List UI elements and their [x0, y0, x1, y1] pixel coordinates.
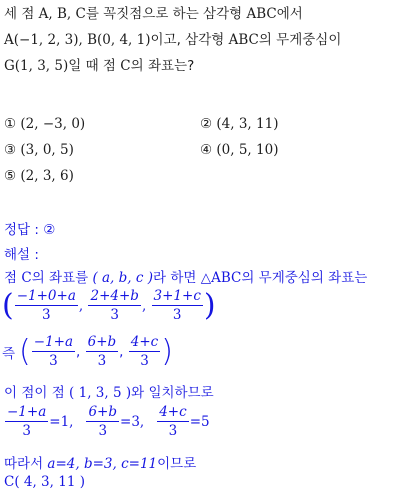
question-text: 를 꼭짓점으로 하는 삼각형	[85, 6, 247, 22]
choice-number: ⑤	[4, 168, 17, 184]
choice-value: (3, 0, 5)	[20, 142, 74, 158]
question-text: 에서	[276, 6, 303, 22]
answer-line	[4, 218, 55, 238]
choice-3[interactable]	[4, 142, 74, 158]
solution-text: 와 일치하므로	[131, 385, 214, 401]
solution-line-1	[4, 266, 367, 286]
solution-text: 의 좌표를	[31, 270, 93, 286]
paren-open: (	[2, 287, 14, 323]
fraction	[157, 404, 188, 439]
solution-line-4	[4, 381, 214, 401]
solution-text: 점	[4, 270, 22, 286]
answer-label: 정답 :	[4, 222, 44, 238]
denominator: 3	[129, 351, 160, 369]
paren-open: (	[19, 333, 31, 369]
choice-value: (2, −3, 0)	[20, 116, 86, 132]
denominator: 3	[152, 305, 203, 323]
numerator: −1+a	[33, 334, 74, 350]
paren-close: )	[161, 333, 173, 369]
denominator: 3	[86, 351, 119, 369]
choice-number: ③	[4, 142, 17, 158]
numerator: −1+a	[7, 404, 47, 420]
numerator: 3+1+c	[153, 288, 201, 304]
numerator: 6+b	[87, 334, 117, 350]
question-math: A, B, C	[38, 6, 86, 22]
denominator: 3	[32, 351, 75, 369]
paren-close: )	[203, 287, 216, 323]
solution-text: 라 하면 △	[152, 270, 212, 286]
equation-rhs: =3,	[120, 413, 145, 430]
solution-text: 즉	[2, 345, 16, 362]
question-line-2	[4, 28, 341, 48]
choice-number: ②	[200, 116, 213, 132]
equations	[4, 404, 210, 439]
numerator: −1+0+a	[16, 288, 76, 304]
question-text: 세 점	[4, 6, 39, 22]
solution-text: 이 점이 점	[4, 385, 70, 401]
numerator: 2+4+b	[90, 288, 139, 304]
denominator: 3	[86, 421, 119, 439]
question-math: G(1, 3, 5)	[4, 58, 69, 74]
fraction	[88, 288, 140, 323]
centroid-formula: ( $\frac{-1+0+a}{3}$ , $\frac{2+4+b}{3}$ , $\frac{3+1+c}{3}$ )	[2, 287, 216, 323]
choice-2[interactable]	[200, 116, 278, 132]
solution-math: ( 1, 3, 5 )	[69, 385, 132, 401]
question-math: A(−1, 2, 3), B(0, 4, 1)	[4, 32, 151, 48]
numerator: 4+c	[130, 334, 159, 350]
simplified-formula: 즉 ( $\frac{-1+a}{3}$ , $\frac{6+b}{3}$ , $\frac{4+c}{3}$ )	[2, 333, 173, 369]
equation-rhs: =1,	[49, 413, 74, 430]
fraction	[15, 288, 78, 323]
denominator: 3	[157, 421, 188, 439]
question-math: C	[120, 58, 131, 74]
solution-line-6	[4, 452, 196, 472]
choice-value: (4, 3, 11)	[216, 116, 279, 132]
solution-text: 이므로	[157, 456, 197, 472]
answer-value: ②	[43, 222, 56, 238]
question-text: 일 때 점	[68, 58, 121, 74]
choice-value: (0, 5, 10)	[216, 142, 279, 158]
solution-math: a=4, b=3, c=11	[47, 456, 158, 472]
choice-1[interactable]	[4, 116, 85, 132]
question-math: ABC	[246, 6, 277, 22]
numerator: 6+b	[88, 404, 118, 420]
solution-math: ( a, b, c )	[92, 270, 153, 286]
solution-math: C	[21, 270, 32, 286]
explanation-label: 해설 :	[4, 247, 39, 263]
question-text: 의 무게중심이	[258, 32, 342, 48]
choice-5[interactable]	[4, 168, 74, 184]
fraction	[129, 334, 160, 369]
fraction	[32, 334, 75, 369]
fraction	[5, 404, 48, 439]
solution-math: ABC	[211, 270, 242, 286]
fraction	[152, 288, 203, 323]
question-text: 이고, 삼각형	[150, 32, 229, 48]
choice-4[interactable]	[200, 142, 278, 158]
denominator: 3	[5, 421, 48, 439]
denominator: 3	[88, 305, 140, 323]
question-line-1	[4, 2, 303, 22]
final-answer: C( 4, 3, 11 )	[4, 474, 85, 490]
choice-value: (2, 3, 6)	[20, 168, 74, 184]
choice-number: ①	[4, 116, 17, 132]
choice-number: ④	[200, 142, 213, 158]
question-line-3	[4, 54, 194, 74]
fraction	[86, 404, 119, 439]
equation-rhs: =5	[189, 413, 210, 430]
question-math: ABC	[228, 32, 259, 48]
question-text: 의 좌표는?	[130, 58, 195, 74]
solution-text: 의 무게중심의 좌표는	[241, 270, 368, 286]
numerator: 4+c	[159, 404, 187, 420]
fraction	[86, 334, 119, 369]
solution-text: 따라서	[4, 456, 48, 472]
denominator: 3	[15, 305, 78, 323]
